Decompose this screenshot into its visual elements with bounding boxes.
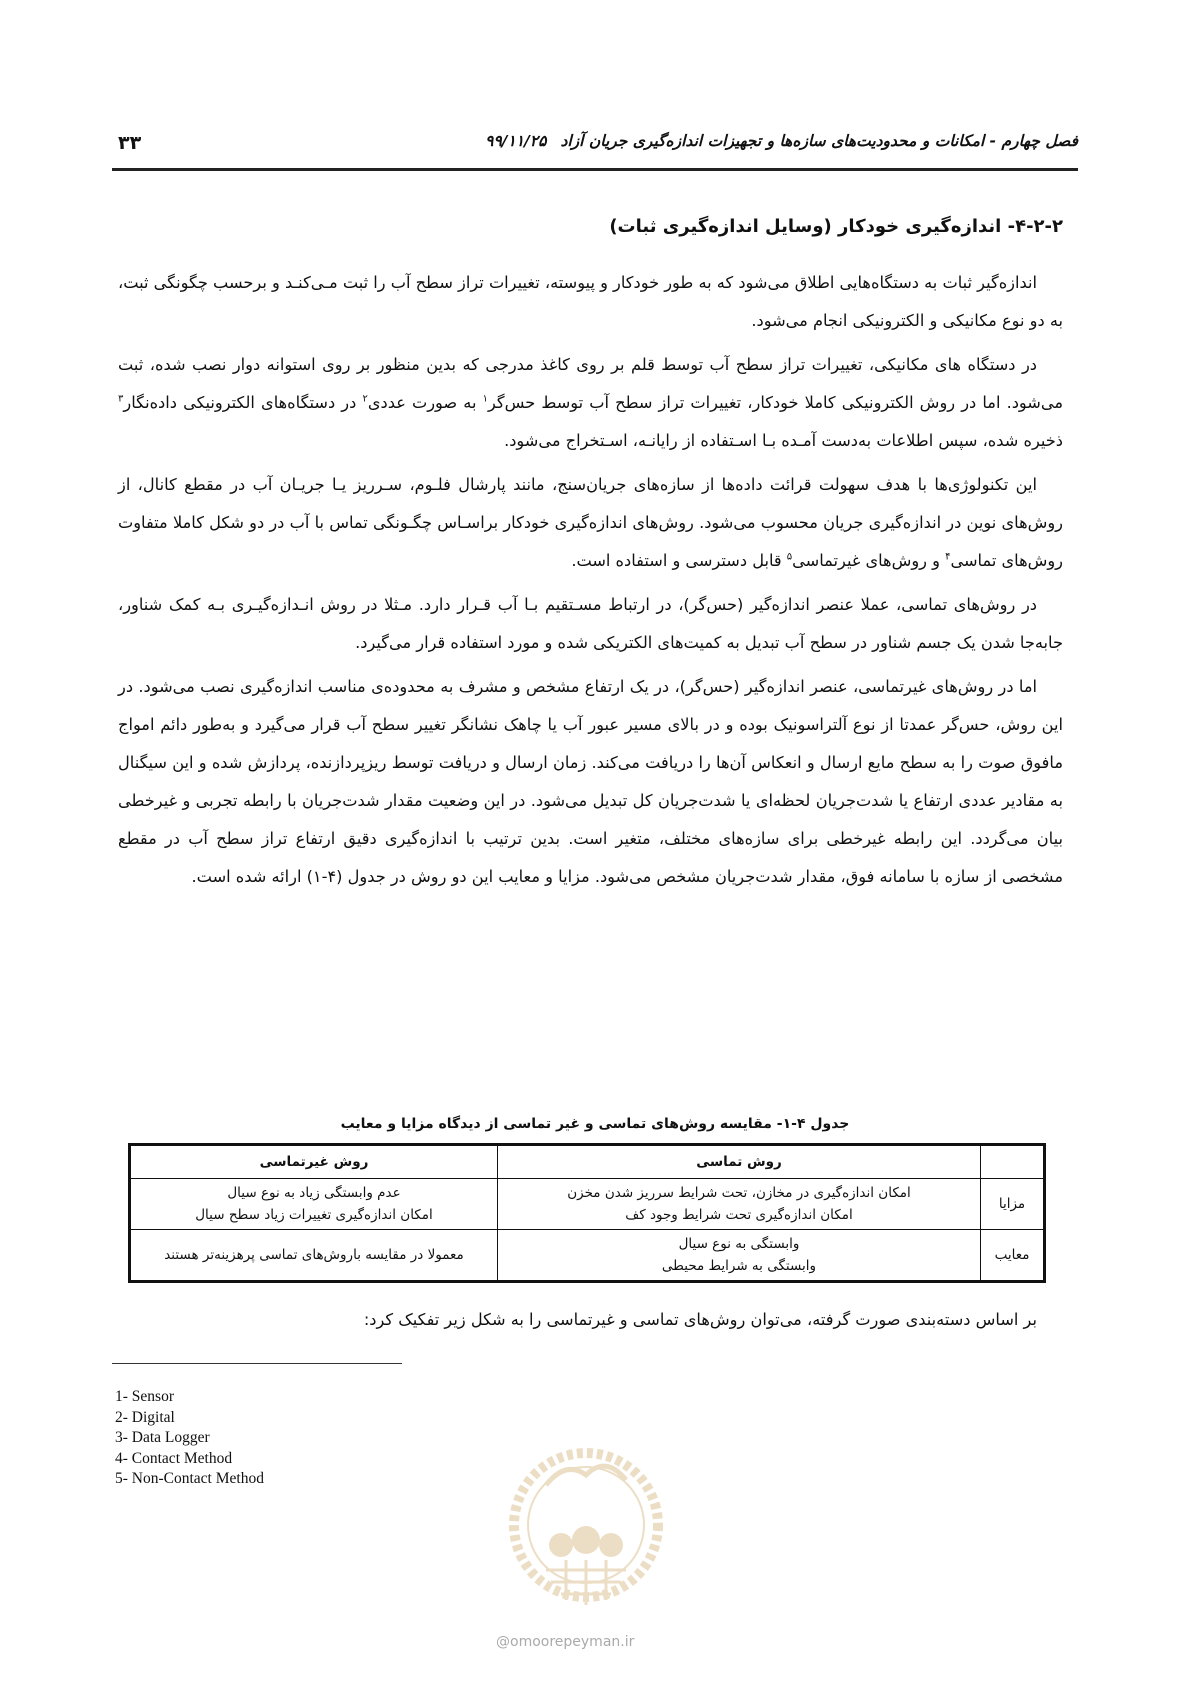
cell-line: وابستگی به شرایط محیطی [661,1258,817,1274]
running-title [485,132,1078,150]
paragraph-2-part-d: ذخیره شده، سپس اطلاعات به‌دست آمـده بـا اسـتفاده از رایانـه، اسـتخراج می‌شود. [504,431,1063,450]
page-number: ۳۳ [118,132,142,154]
body-text [118,264,1063,902]
paragraph-3-part-b: و روش‌های غیرتماسی [792,551,946,570]
footnote-ref-1[interactable]: ۱ [482,393,488,405]
cell-noncontact-advantages [130,1179,498,1230]
paragraph-4: در روش‌های تماسی، عملا عنصر اندازه‌گیر (حس‌گر)، در ارتباط مسـتقیم بـا آب قـرار دارد. مـثلا در روش انـدازه‌گیـری بـه کمک شناور، جابه‌جا شدن یک جسم شناور در سطح آب تبدیل به کمیت‌های الکتریکی شده و مورد استفاده قرار می‌گیرد. [118,595,1063,652]
comparison-table [128,1143,1046,1283]
cell-line: امکان اندازه‌گیری تحت شرایط وجود کف [625,1207,853,1223]
table-caption: جدول ۴-۱- مقایسه روش‌های تماسی و غیر تماسی از دیدگاه مزایا و معایب [340,1116,850,1132]
paragraph-5: اما در روش‌های غیرتماسی، عنصر اندازه‌گیر (حس‌گر)، در یک ارتفاع مشخص و مشرف به محدوده‌ی مناسب اندازه‌گیری نصب می‌شود. در این روش، حس‌گر عمدتا از نوع آلتراسونیک بوده و در بالای مسیر عبور آب یا چاهک نشانگر تغییر سطح آب قرار می‌گیرد و به‌طور دائم امواج مافوق صوت را به سطح مایع ارسال و انعکاس آن‌ها را دریافت می‌کند. زمان ارسال و دریافت توسط ریزپردازنده، پردازش شده و این سیگنال به مقادیر عددی ارتفاع یا شدت‌جریان لحظه‌ای یا شدت‌جریان کل تبدیل می‌شود. در این وضعیت مقدار شدت‌جریان با رابطه تجربی و غیرخطی بیان می‌گردد. این رابطه غیرخطی برای سازه‌های مختلف، متغیر است. بدین ترتیب با اندازه‌گیری دقیق ارتفاع تراز سطح آب در مقطع مشخصی از سازه با سامانه فوق، مقدار شدت‌جریان مشخص می‌شود. مزایا و معایب این دو روش در جدول (۴-۱) ارائه شده است. [118,677,1063,886]
paragraph-1: اندازه‌گیر ثبات به دستگاه‌هایی اطلاق می‌شود که به طور خودکار و پیوسته، تغییرات تراز سطح آب را ثبت مـی‌کنـد و برحسب چگونگی ثبت، به دو نوع مکانیکی و الکترونیکی انجام می‌شود. [118,273,1063,330]
paragraph-2 [118,346,1063,460]
footnote-ref-4[interactable]: ۴ [945,551,951,563]
header-noncontact: روش غیرتماسی [130,1145,498,1179]
paragraph-2-part-a: در دستگاه های مکانیکی، تغییرات تراز سطح آب توسط قلم بر روی کاغذ مدرجی که بدین منظور بر روی استوانه دوار نصب شده، ثبت می‌شود. اما در روش الکترونیکی کاملا خودکار، تغییرات تراز سطح آب توسط حس‌گر [118,355,1064,412]
table-corner-cell [981,1145,1045,1179]
footnotes [115,1387,264,1490]
footnote-item: 2- Digital [115,1408,175,1426]
paragraph-2-part-c: در دستگاه‌های الکترونیکی داده‌نگار [123,393,363,412]
footnote-item: 5- Non-Contact Method [115,1470,264,1487]
cell-line: امکان اندازه‌گیری در مخازن، تحت شرایط سرریز شدن مخزن [567,1185,911,1201]
cell-line: معمولا در مقایسه باروش‌های تماسی پرهزینه‌تر هستند [164,1247,464,1263]
table-header-row [130,1145,1045,1179]
header-contact: روش تماسی [498,1145,981,1179]
paragraph-3-part-a: این تکنولوژی‌ها با هدف سهولت قرائت داده‌ها از سازه‌های جریان‌سنج، مانند پارشال فلـوم، سـرریز یـا جریـان آب در مقطع کانال، از روش‌های نوین در اندازه‌گیری جریان محسوب می‌شود. روش‌های اندازه‌گیری خودکار براسـاس چگـونگی تماس با آب در دو شکل کاملا متفاوت روش‌های تماسی [118,475,1063,570]
watermark-url: @omoorepeyman.ir [496,1634,635,1650]
after-table-text: بر اساس دسته‌بندی صورت گرفته، می‌توان روش‌های تماسی و غیرتماسی را به شکل زیر تفکیک کرد: [363,1310,1037,1329]
page-header [112,128,1078,171]
cell-contact-disadvantages [498,1230,981,1282]
cell-line: عدم وابستگی زیاد به نوع سیال [227,1185,401,1201]
cell-line: وابستگی به نوع سیال [678,1236,800,1252]
footnote-item: 1- Sensor [115,1388,174,1405]
section-title: ۴-۲-۲- اندازه‌گیری خودکار (وسایل اندازه‌گیری ثبات) [609,216,1063,237]
header-date: ۹۹/۱۱/۲۵ [485,132,547,150]
footnote-ref-3[interactable]: ۳ [118,393,124,405]
chapter-title: فصل چهارم - امکانات و محدودیت‌های سازه‌ها و تجهیزات اندازه‌گیری جریان آزاد [560,132,1078,150]
cell-line: امکان اندازه‌گیری تغییرات زیاد سطح سیال [195,1207,433,1223]
row-label-disadvantages: معایب [981,1230,1045,1282]
footnote-item: 3- Data Logger [115,1429,210,1446]
cell-noncontact-disadvantages [130,1230,498,1282]
footnote-ref-2[interactable]: ۲ [362,393,368,405]
table-row [130,1179,1045,1230]
row-label-advantages: مزایا [981,1179,1045,1230]
paragraph-2-part-b: به صورت عددی [367,393,483,412]
paragraph-3-part-c: قابل دسترسی و استفاده است. [571,551,787,570]
table-row [130,1230,1045,1282]
cell-contact-advantages [498,1179,981,1230]
paragraph-3 [118,466,1063,580]
footnote-divider [112,1363,402,1364]
footnote-ref-5[interactable]: ۵ [786,551,793,563]
watermark-logo-icon [506,1430,666,1630]
footnote-item: 4- Contact Method [115,1449,233,1467]
